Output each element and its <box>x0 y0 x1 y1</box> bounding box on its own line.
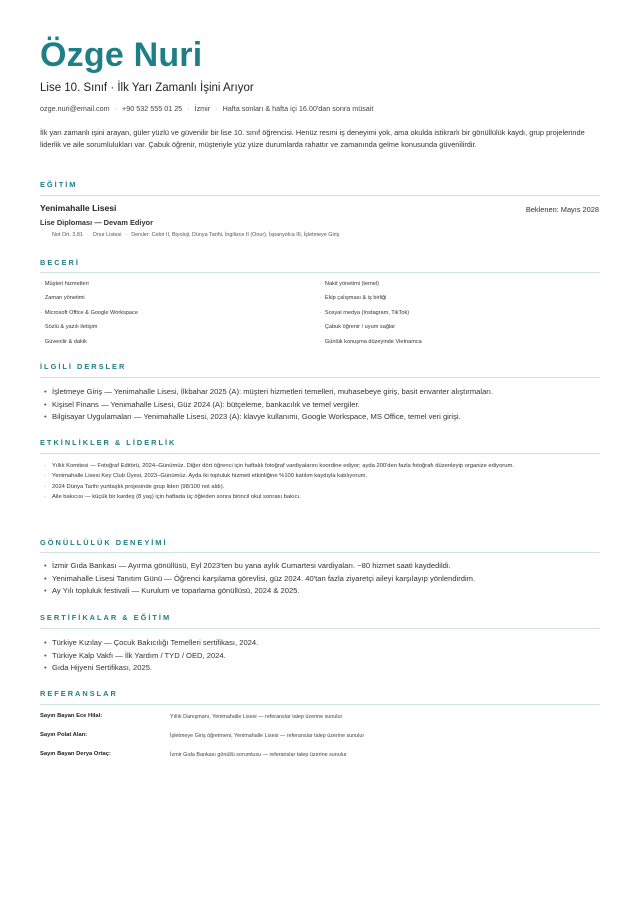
section-title-references: REFERANSLAR <box>40 689 118 698</box>
certs-list <box>44 637 259 675</box>
reference-description: İzmir Gıda Bankası gönüllü sorumlusu — referanslar talep üzerine sunulur <box>170 752 347 758</box>
contact-separator: · <box>114 104 118 113</box>
education-courses: Dersler: Cebir II, Biyoloji, Dünya Tarihi, İngilizce II (Onur), İspanyolca III, İşletmeye Giriş <box>131 232 340 238</box>
contact-phone: +90 532 555 01 25 <box>122 104 183 113</box>
skill-item: · Sözlü & yazılı iletişim <box>40 324 98 330</box>
list-item: · Yıllık Komitesi — Fotoğraf Editörü, 2024–Günümüz. Diğer dört öğrenci için haftalık fotoğraf vardiyalarını koordine ediyor; ayda 200'den fazla fotoğrafı düzenleyip organize ediyorum. <box>52 461 514 471</box>
list-item: • Yenimahalle Lisesi Tanıtım Günü — Öğrenci karşılama görevlisi, güz 2024. 40'tan fazla ziyaretçi aileyi karşılayıp yönlendirdim. <box>52 573 475 586</box>
bullet-icon: • <box>44 663 47 672</box>
bullet-icon: · <box>44 483 46 490</box>
detail-separator: · <box>86 232 89 238</box>
bullet-icon: • <box>44 387 47 396</box>
bullet-icon: • <box>44 650 47 660</box>
skill-item: · Sosyal medya (Instagram, TikTok) <box>320 310 410 316</box>
bullet-icon: · <box>40 310 42 316</box>
contact-separator: · <box>215 104 218 113</box>
bullet-icon: • <box>44 573 47 583</box>
skill-item: · Çabuk öğrenir / uyum sağlar <box>320 324 396 330</box>
candidate-subtitle: Lise 10. Sınıf · İlk Yarı Zamanlı İşini Arıyor <box>40 82 254 94</box>
contact-line <box>40 104 373 113</box>
bullet-icon: · <box>40 281 42 287</box>
section-divider <box>40 552 600 553</box>
education-date: Beklenen: Mayıs 2028 <box>525 205 599 214</box>
bullet-icon: · <box>44 493 46 500</box>
courses-list <box>44 386 494 424</box>
bullet-icon: • <box>44 586 47 595</box>
reference-name: Sayın Bayan Derya Ortaç: <box>40 751 111 757</box>
bullet-icon: · <box>44 473 46 480</box>
detail-separator: · <box>125 232 128 238</box>
skill-item: · Ekip çalışması & iş birliği <box>320 295 387 301</box>
bullet-icon: · <box>320 324 322 330</box>
reference-name: Sayın Polat Alan: <box>40 732 88 738</box>
contact-email: ozge.nuri@email.com <box>40 104 110 113</box>
section-divider <box>40 628 600 629</box>
bullet-icon: • <box>44 561 47 570</box>
section-divider <box>40 377 600 378</box>
bullet-icon: • <box>44 399 47 409</box>
section-title-certs: SERTİFİKALAR & EĞİTİM <box>40 613 172 622</box>
bullet-icon: · <box>40 339 42 345</box>
section-title-skills: BECERİ <box>40 258 80 267</box>
summary-paragraph: İlk yarı zamanlı işini arayan, güler yüzlü ve güvenilir bir lise 10. sınıf öğrencisi. Henüz resmi iş deneyimi yok, ama okulda istikrarlı bir gönüllülük kaydı, grup projelerinde liderlik ve aile sorumlulukları var. Çabuk öğrenir, müşteriyle yüz yüze durumlarda rahattır ve zamanında gelme konusunda güvenilirdir. <box>40 128 585 149</box>
contact-availability: Hafta sonları & hafta içi 16.00'dan sonra müsait <box>222 104 374 113</box>
list-item: · Aile bakıcısı — küçük bir kardeş (8 yaş) için haftada üç öğleden sonra birincil okul sonrası bakıcı. <box>52 492 514 502</box>
section-divider <box>40 272 600 273</box>
contact-city: İzmir <box>194 104 211 113</box>
section-divider <box>40 453 600 454</box>
education-honors: Onur Listesi <box>92 232 122 238</box>
candidate-name: Özge Nuri <box>40 36 203 74</box>
section-title-education: EĞİTİM <box>40 180 78 189</box>
education-degree: Lise Diploması — Devam Ediyor <box>40 218 153 227</box>
education-details <box>52 232 339 238</box>
section-title-courses: İLGİLİ DERSLER <box>40 362 127 371</box>
reference-description: Yıllık Danışmanı, Yenimahalle Lisesi — referanslar talep üzerine sunulur <box>170 714 343 720</box>
bullet-icon: · <box>40 324 42 330</box>
bullet-icon: · <box>44 463 46 469</box>
reference-name: Sayın Bayan Ece Hilal: <box>40 713 103 719</box>
activities-list <box>44 461 514 502</box>
education-school: Yenimahalle Lisesi <box>40 203 117 213</box>
bullet-icon: • <box>44 412 47 421</box>
list-item: • Türkiye Kalp Vakfı — İlk Yardım / TYD / OED, 2024. <box>52 650 258 663</box>
list-item: • Kişisel Finans — Yenimahalle Lisesi, Güz 2024 (A): bütçeleme, bankacılık ve temel vergiler. <box>52 399 493 412</box>
list-item: • Ay Yılı topluluk festivali — Kurulum ve toparlama gönüllüsü, 2024 & 2025. <box>52 585 475 598</box>
bullet-icon: · <box>320 339 322 345</box>
reference-description: İşletmeye Giriş öğretmeni, Yenimahalle Lisesi — referanslar talep üzerine sunulur <box>170 733 365 739</box>
list-item: • Türkiye Kızılay — Çocuk Bakıcılığı Temelleri sertifikası, 2024. <box>52 637 258 650</box>
section-divider <box>40 704 600 705</box>
bullet-icon: · <box>320 295 322 301</box>
skill-item: · Zaman yönetimi <box>40 295 85 301</box>
list-item: • Bilgisayar Uygulamaları — Yenimahalle Lisesi, 2023 (A): klavye kullanımı, Google Workspace, MS Office, temel veri girişi. <box>52 411 493 424</box>
volunteer-list <box>44 560 476 598</box>
list-item: • İzmir Gıda Bankası — Ayırma gönüllüsü, Eyl 2023'ten bu yana aylık Cumartesi vardiyaları. ~80 hizmet saati kaydedildi. <box>52 560 475 573</box>
contact-separator: · <box>187 104 190 113</box>
skill-item: · Microsoft Office & Google Workspace <box>40 310 138 316</box>
list-item: • İşletmeye Giriş — Yenimahalle Lisesi, İlkbahar 2025 (A): müşteri hizmetleri temelleri, muhasebeye giriş, basit envanter alıştırmaları. <box>52 386 493 399</box>
section-title-volunteer: GÖNÜLLÜLÜK DENEYİMİ <box>40 538 168 547</box>
bullet-icon: · <box>320 281 322 287</box>
skill-item: · Nakit yönetimi (temel) <box>320 281 379 287</box>
skill-item: · Günlük konuşma düzeyinde Vietnamca <box>320 339 422 345</box>
section-divider <box>40 195 600 196</box>
education-gpa: Not Ort. 3.81 <box>52 232 83 238</box>
list-item: • Gıda Hijyeni Sertifikası, 2025. <box>52 662 258 675</box>
bullet-icon: · <box>40 295 42 301</box>
bullet-icon: • <box>44 638 47 647</box>
skill-item: · Güvenilir & dakik <box>40 339 87 345</box>
section-title-activities: ETKİNLİKLER & LİDERLİK <box>40 438 177 447</box>
bullet-icon: · <box>320 310 322 316</box>
list-item: · 2024 Dünya Tarihi yurttaşlık projesinde grup lideri (98/100 not aldı). <box>52 482 514 492</box>
skill-item: · Müşteri hizmetleri <box>40 281 89 287</box>
list-item: · Yenimahalle Lisesi Key Club Üyesi, 2023–Günümüz. Ayda iki topluluk hizmeti etkinliğine %100 katılım kaydıyla katılıyorum. <box>52 471 514 481</box>
